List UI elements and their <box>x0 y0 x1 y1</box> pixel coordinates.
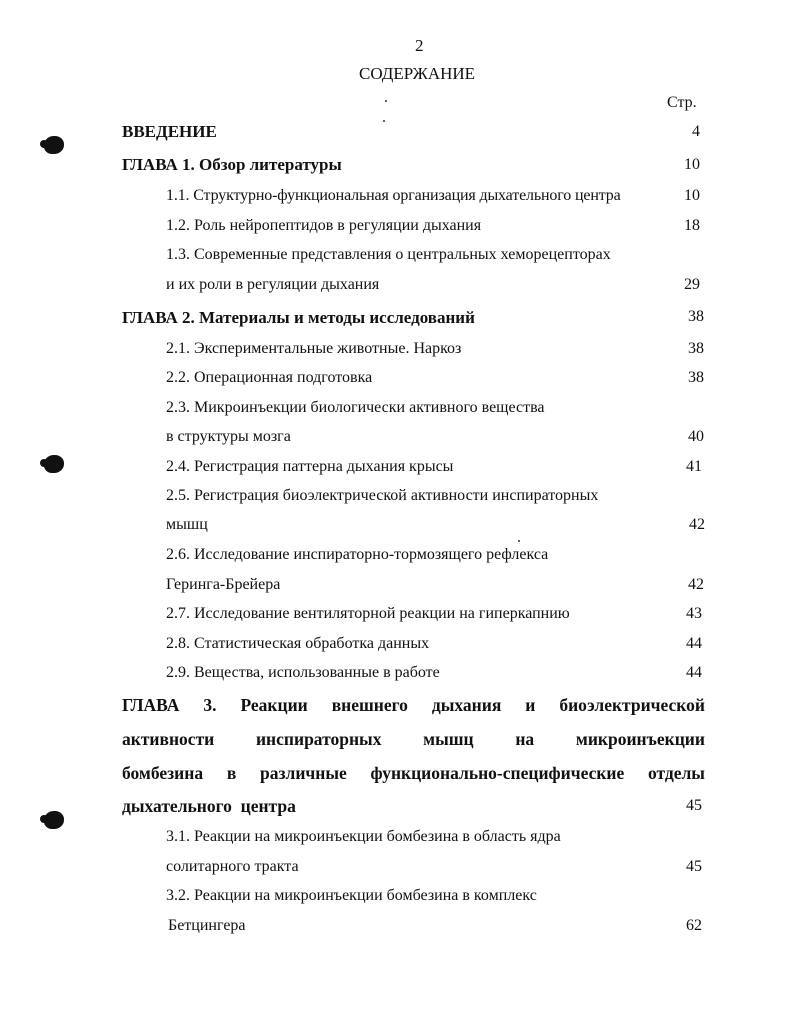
toc-section-2-3-page: 40 <box>688 428 704 445</box>
toc-section-2-2-label: 2.2. Операционная подготовка <box>166 369 373 386</box>
toc-chapter-1-label: ГЛАВА 1. Обзор литературы <box>122 155 342 174</box>
toc-section-3-2-line2: Бетцингера <box>168 917 246 934</box>
toc-section-2-3-line1: 2.3. Микроинъекции биологически активного вещества <box>166 399 545 416</box>
toc-intro-page: 4 <box>692 123 700 140</box>
toc-section-1-1-label: 1.1. Структурно-функциональная организация дыхательного центра <box>166 187 621 204</box>
toc-section-2-5-line1: 2.5. Регистрация биоэлектрической активности инспираторных <box>166 487 599 504</box>
toc-intro-label: ВВЕДЕНИЕ <box>122 122 217 141</box>
toc-section-2-6-line1: 2.6. Исследование инспираторно-тормозящего рефлекса <box>166 546 549 563</box>
binder-hole-top <box>44 136 64 154</box>
page-title: СОДЕРЖАНИЕ <box>359 64 476 83</box>
toc-section-3-1-line2: солитарного тракта <box>166 858 299 875</box>
toc-section-2-1-page: 38 <box>688 340 704 357</box>
toc-chapter-2-page: 38 <box>688 308 704 325</box>
toc-section-2-9-page: 44 <box>686 664 702 681</box>
toc-chapter-3-word: инспираторных <box>255 729 382 749</box>
toc-section-2-1-label: 2.1. Экспериментальные животные. Наркоз <box>166 340 462 357</box>
toc-section-2-5-line2: мышц <box>166 516 208 533</box>
toc-section-3-2-line1: 3.2. Реакции на микроинъекции бомбезина в комплекс <box>166 887 537 904</box>
scan-speck <box>518 540 520 542</box>
toc-chapter-3-word: различные <box>259 763 347 783</box>
toc-section-1-3-line2: и их роли в регуляции дыхания <box>166 276 380 293</box>
toc-section-1-3-line1: 1.3. Современные представления о центральных хеморецепторах <box>166 246 611 263</box>
toc-section-2-7-page: 43 <box>686 605 702 622</box>
toc-chapter-3-word: и <box>525 695 536 715</box>
toc-chapter-3-word: активности <box>122 729 215 749</box>
toc-chapter-3-word: на <box>515 729 535 749</box>
toc-section-2-6-page: 42 <box>688 576 704 593</box>
toc-chapter-3-word: мышц <box>423 729 474 749</box>
toc-section-3-1-page: 45 <box>686 858 702 875</box>
toc-chapter-3-page: 45 <box>686 797 702 814</box>
toc-chapter-1-page: 10 <box>684 156 700 173</box>
toc-section-1-2-page: 18 <box>684 217 700 234</box>
toc-chapter-3-word: функционально-специфические <box>370 763 625 783</box>
toc-chapter-3-line4: дыхательного центра <box>122 796 296 816</box>
toc-section-2-4-label: 2.4. Регистрация паттерна дыхания крысы <box>166 458 454 475</box>
toc-section-2-8-label: 2.8. Статистическая обработка данных <box>166 635 430 652</box>
toc-chapter-3-line1 <box>122 695 705 716</box>
toc-chapter-3-word: дыхания <box>431 695 502 715</box>
toc-chapter-3-word: бомбезина <box>122 763 204 783</box>
toc-section-3-2-page: 62 <box>686 917 702 934</box>
toc-chapter-3-word: Реакции <box>240 695 308 715</box>
page-column-label: Стр. <box>667 94 697 111</box>
toc-chapter-3-word: 3. <box>203 695 217 715</box>
toc-section-2-8-page: 44 <box>686 635 702 652</box>
toc-chapter-3-word: внешнего <box>331 695 408 715</box>
toc-section-1-1-page: 10 <box>684 187 700 204</box>
toc-section-2-5-page: 42 <box>689 516 705 533</box>
toc-section-1-3-page: 29 <box>684 276 700 293</box>
binder-hole-bottom <box>44 811 64 829</box>
toc-section-2-7-label: 2.7. Исследование вентиляторной реакции на гиперкапнию <box>166 605 570 622</box>
scan-speck <box>383 120 385 122</box>
toc-section-3-1-line1: 3.1. Реакции на микроинъекции бомбезина в область ядра <box>166 828 561 845</box>
page-number: 2 <box>415 36 424 55</box>
toc-chapter-3-word: отделы <box>647 763 705 783</box>
toc-chapter-3-word: микроинъекции <box>575 729 705 749</box>
toc-section-2-2-page: 38 <box>688 369 704 386</box>
toc-chapter-3-word: биоэлектрической <box>559 695 705 715</box>
toc-section-1-2-label: 1.2. Роль нейропептидов в регуляции дыхания <box>166 217 482 234</box>
toc-chapter-3-word: ГЛАВА <box>122 695 180 715</box>
binder-hole-middle <box>44 455 64 473</box>
toc-chapter-3-line2 <box>122 729 705 750</box>
toc-section-2-6-line2: Геринга-Брейера <box>166 576 281 593</box>
toc-section-2-9-label: 2.9. Вещества, использованные в работе <box>166 664 440 681</box>
toc-chapter-2-label: ГЛАВА 2. Материалы и методы исследований <box>122 308 475 327</box>
scan-speck <box>385 100 387 102</box>
toc-chapter-3-line3 <box>122 763 705 784</box>
toc-chapter-3-word: в <box>226 763 237 783</box>
toc-section-2-4-page: 41 <box>686 458 702 475</box>
toc-section-2-3-line2: в структуры мозга <box>166 428 291 445</box>
